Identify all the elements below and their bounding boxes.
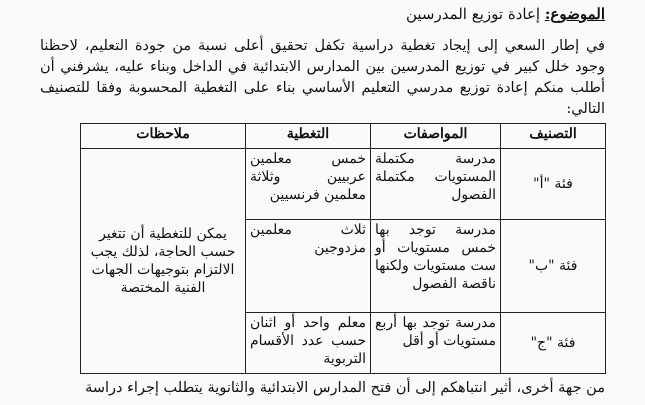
closing-paragraph: من جهة أخرى، أثير انتباهكم إلى أن فتح المدارس الابتدائية والثانوية يتطلب إجراء دراسة <box>85 380 605 396</box>
header-specs: المواصفات <box>371 124 501 149</box>
row-coverage: معلم واحد أو اثنان حسب عدد الأقسام التربوية <box>246 313 371 374</box>
row-specs: مدرسة مكتملة المستويات مكتملة الفصول <box>371 149 501 220</box>
row-category: فئة "أ" <box>501 149 606 220</box>
subject-label: الموضوع: <box>544 5 605 23</box>
classification-table <box>80 123 606 374</box>
notes-cell: يمكن للتغطية أن تتغير حسب الحاجة، لذلك يجب الالتزام بتوجيهات الجهات الفنية المختصة <box>81 149 246 374</box>
row-specs: مدرسة توجد بها خمس مستويات أو ست مستويات ولكنها ناقصة الفصول <box>371 220 501 313</box>
intro-paragraph: في إطار السعي إلى إيجاد تغطية دراسية تكفل تحقيق أعلى نسبة من جودة التعليم، لاحظنا وجود خلل كبير في توزيع المدرسين بين المدارس الابتدائية في الداخل وبناء عليه، يشرفني أن أطلب منكم إعادة توزيع مدرسي التعليم الأساسي بناء على التغطية المحسوبة وفقا للتصنيف التالي: <box>40 38 605 117</box>
row-coverage: خمس معلمين عربيين وثلاثة معلمين فرنسيين <box>246 149 371 220</box>
row-coverage: ثلاث معلمين مزدوجين <box>246 220 371 313</box>
row-category: فئة "ب" <box>501 220 606 313</box>
row-category: فئة "ج" <box>501 313 606 374</box>
row-specs: مدرسة توجد بها أربع مستويات أو أقل <box>371 313 501 374</box>
subject-text: إعادة توزيع المدرسين <box>405 5 541 23</box>
header-category: التصنيف <box>501 124 606 149</box>
header-notes: ملاحظات <box>81 124 246 149</box>
header-coverage: التغطية <box>246 124 371 149</box>
subject-line <box>406 4 605 24</box>
table-row <box>81 149 606 220</box>
table-header-row <box>81 124 606 149</box>
